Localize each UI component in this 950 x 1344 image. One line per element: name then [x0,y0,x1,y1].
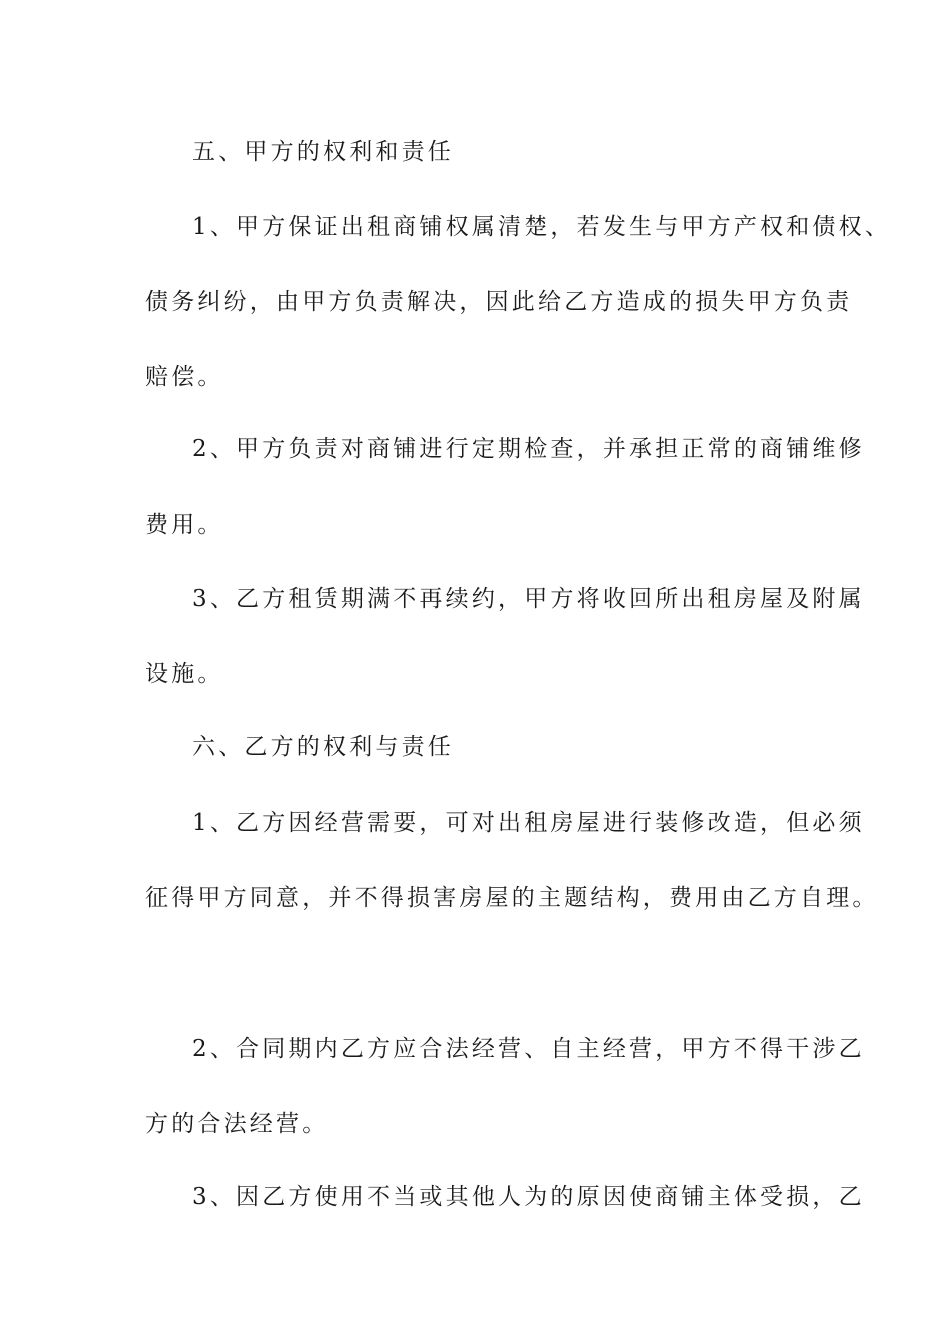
section-5-item-1-line-3: 赔偿。 [145,364,224,390]
section-6-item-1-line-1: 1、乙方因经营需要，可对出租房屋进行装修改造，但必须 [192,810,865,836]
section-5-heading: 五、甲方的权利和责任 [192,139,454,165]
section-6-item-3-line-1: 3、因乙方使用不当或其他人为的原因使商铺主体受损，乙 [192,1184,865,1210]
section-6-item-2-line-2: 方的合法经营。 [145,1111,329,1137]
section-5-item-1-line-2: 债务纠纷，由甲方负责解决，因此给乙方造成的损失甲方负责 [145,289,853,315]
section-5-item-3-line-1: 3、乙方租赁期满不再续约，甲方将收回所出租房屋及附属 [192,586,865,612]
section-6-item-2-line-1: 2、合同期内乙方应合法经营、自主经营，甲方不得干涉乙 [192,1036,865,1062]
section-6-item-1-line-2: 征得甲方同意，并不得损害房屋的主题结构，费用由乙方自理。 [145,885,879,911]
section-6-heading: 六、乙方的权利与责任 [192,734,454,760]
section-5-item-1-line-1: 1、甲方保证出租商铺权属清楚，若发生与甲方产权和债权、 [192,214,892,240]
section-5-item-2-line-2: 费用。 [145,512,224,538]
section-5-item-2-line-1: 2、甲方负责对商铺进行定期检查，并承担正常的商铺维修 [192,436,865,462]
section-5-item-3-line-2: 设施。 [145,661,224,687]
